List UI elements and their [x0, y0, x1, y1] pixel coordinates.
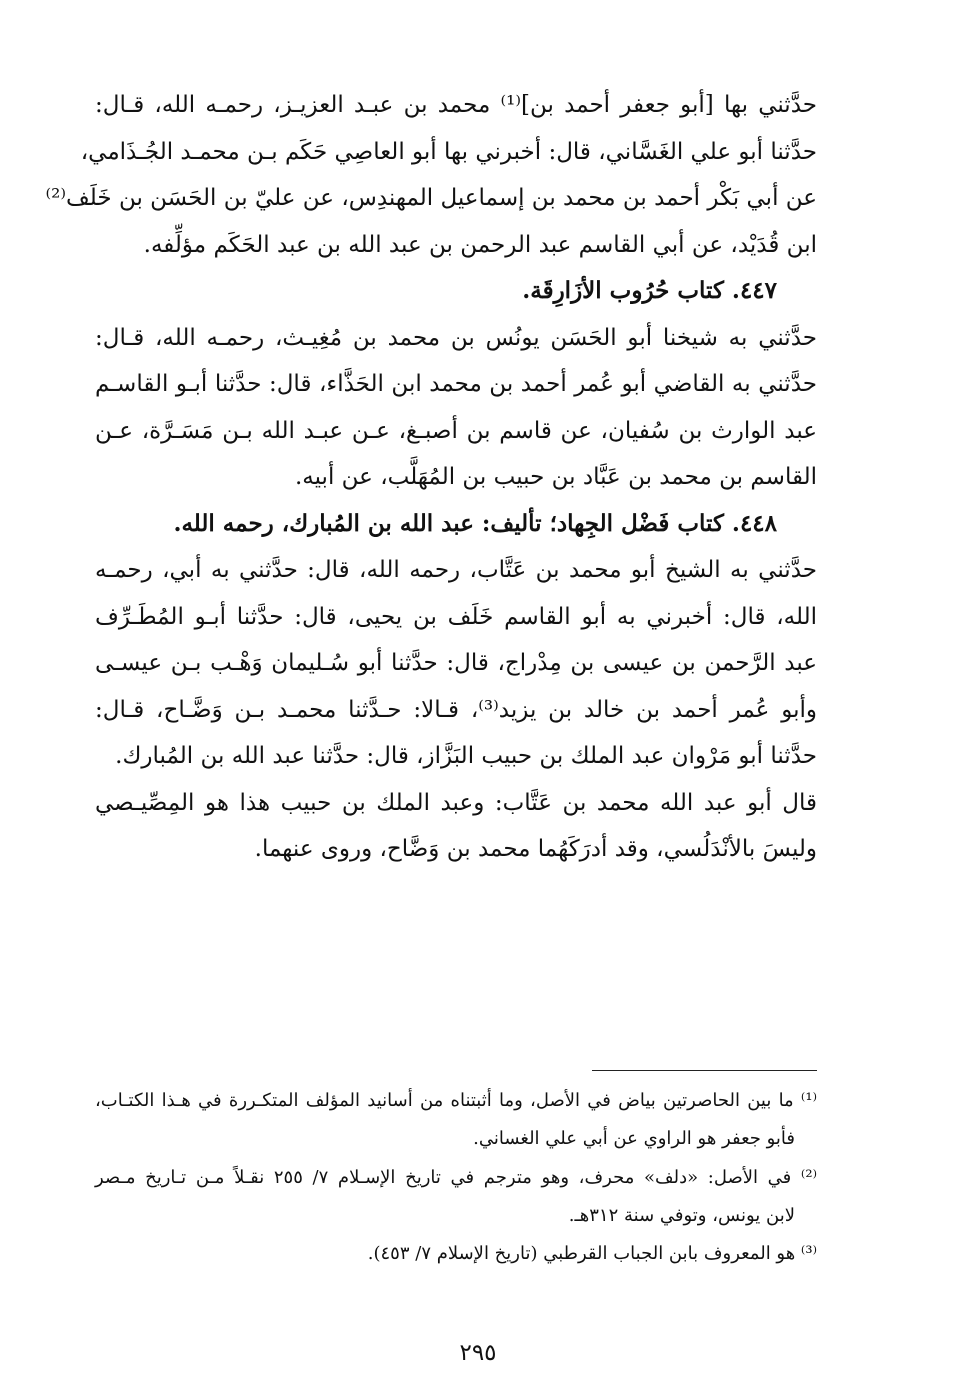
paragraph-3	[95, 547, 817, 780]
main-text	[45, 82, 818, 873]
text-line: ابن قُدَيْد، عن أبي القاسم عبد الرحمن بن عبد الله بن عبد الحَكَم مؤلِّفه.	[143, 231, 817, 258]
text-line: حدَّثني به شيخنا أبو الحَسَن يونُس بن محمد بن مُغِيـث، رحمـه الله، قـال:	[95, 324, 817, 351]
footnote-2	[95, 1159, 817, 1236]
footnote-3	[95, 1235, 817, 1273]
text-line: القاسم بن محمد بن عَبَّاد بن حبيب بن المُهَلَّب، عن أبيه.	[294, 464, 817, 490]
footnote-line: ⁽¹⁾ ما بين الحاصرتين بياض في الأصل، وما أثبتناه من أسانيد المؤلف المتكـررة في هـذا الكتـاب،	[95, 1090, 817, 1111]
text-line: حدَّثني به الشيخ أبو محمد بن عَتَّاب، رحمه الله، قال: حدَّثني به أبي، رحمـه	[95, 557, 817, 583]
text-line: عبد الرَّحمن بن عيسى بن مِدْراج، قال: حدَّثنا أبو سُـليمان وَهْـب بـن عيسـى	[95, 650, 817, 676]
footnote-line: فأبو جعفر هو الراوي عن أبي علي الغساني.	[473, 1128, 795, 1150]
paragraph-2	[95, 315, 817, 501]
text-line: الله، قال: أخبرني به أبو القاسم خَلَف بن يحيى، قال: حدَّثنا أبـو المُطَـرِّف	[95, 603, 817, 630]
footnote-line: ⁽²⁾ في الأصل: «دلف» محرف، وهو مترجم في تاريخ الإسـلام ٧/ ٢٥٥ نقـلاً مـن تـاريخ مـصر	[95, 1166, 817, 1188]
page-number: ٢٩٥	[459, 1340, 497, 1366]
text-line: قال أبو عبد الله محمد بن عَتَّاب: وعبد الملك بن حبيب هذا هو المِصِّيـصي	[95, 789, 817, 816]
footnote-line: لابن يونس، وتوفي سنة ٣١٢هـ.	[568, 1204, 795, 1226]
text-line: وليسَ بالأنْدَلُسي، وقد أدرَكَهُما محمد بن وَضَّاح، وروى عنهما.	[254, 836, 817, 862]
text-line: حدَّثنا أبو علي الغَسَّاني، قال: أخبرني بها أبو العاصِي حَكَم بـن محمـد الجُـذَامي،	[80, 138, 817, 165]
entry-heading-448: ٤٤٨. كتاب فَضْل الجِهاد؛ تأليف: عبد الله بن المُبارك، رحمه الله.	[173, 509, 777, 537]
text-line: عن أبي بَكْر أحمد بن محمد بن إسماعيل المهندِس، عن عليّ بن الحَسَن بن خَلَف⁽²⁾	[45, 185, 817, 211]
entry-heading-447: ٤٤٧. كتاب حُرُوب الأزَارِقَة.	[522, 277, 777, 304]
text-line: وأبو عُمر أحمد بن خالد بن يزيد⁽³⁾، قـالا: حـدَّثنا محمـد بـن وَضَّـاح، قـال:	[95, 696, 817, 723]
paragraph-4	[95, 780, 817, 873]
text-line: حدَّثني بها [أبو جعفر أحمد بن]⁽¹⁾ محمد بن عبـد العزيـز، رحمـه الله، قـال:	[95, 92, 818, 118]
footnote-line: ⁽³⁾ هو المعروف بابن الجباب القرطبي (تاريخ الإسلام ٧/ ٤٥٣).	[367, 1243, 817, 1265]
footnotes	[95, 1082, 817, 1273]
footnote-1	[95, 1082, 817, 1159]
paragraph-1	[45, 82, 818, 268]
text-line: عبد الوارث بن سُفيان، عن قاسم بن أصبـغ، عـن عبـد الله بـن مَسَـرَّة، عـن	[95, 417, 817, 444]
text-line: حدَّثنا أبو مَرْوان عبد الملك بن حبيب البَزَّاز، قال: حدَّثنا عبد الله بن المُبارك.	[115, 743, 817, 769]
text-line: حدَّثني به القاضي أبو عُمر أحمد بن محمد ابن الحَذَّاء، قال: حدَّثنا أبـو القاسـم	[95, 371, 817, 397]
footnote-separator	[592, 1070, 817, 1071]
